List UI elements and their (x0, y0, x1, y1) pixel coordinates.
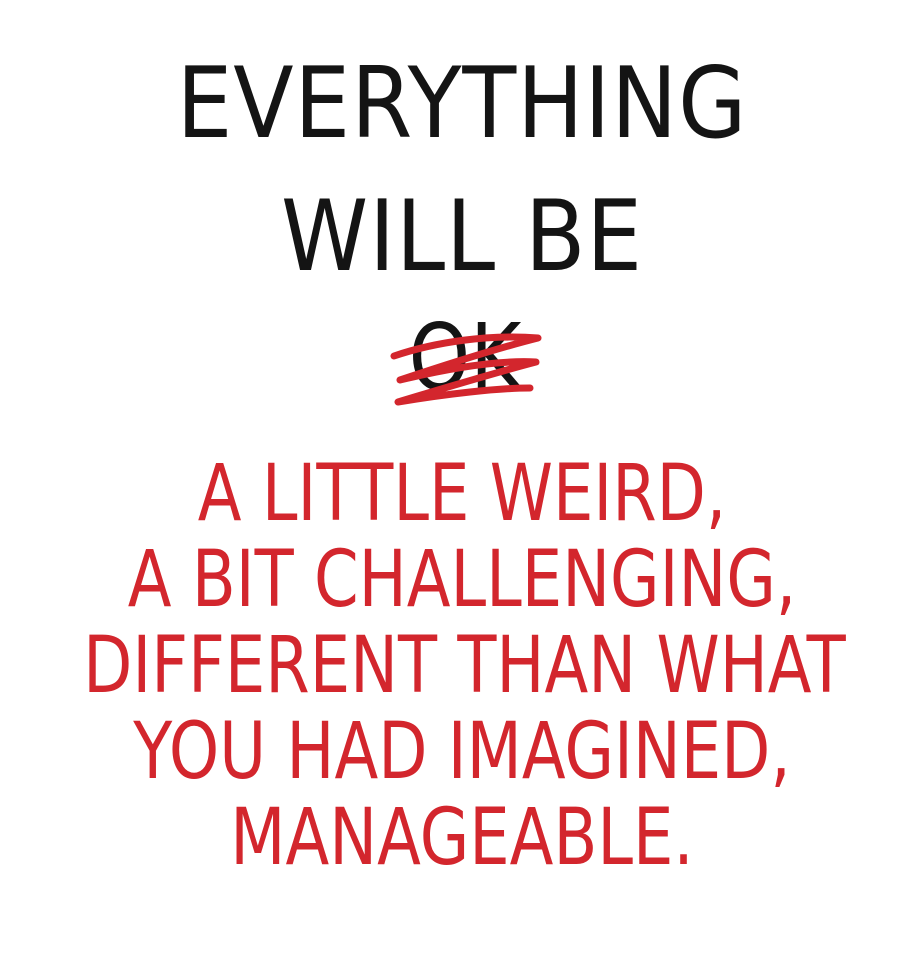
revision-line-3: DIFFERENT THAN WHAT (83, 621, 846, 711)
revision-line-5: MANAGEABLE. (230, 793, 694, 883)
headline-line-2: WILL BE (280, 180, 644, 294)
revision-line-2: A BIT CHALLENGING, (127, 535, 797, 625)
red-scribble-strikethrough-icon (380, 304, 550, 418)
crossed-out-ok (380, 304, 550, 418)
revision-line-1: A LITTLE WEIRD, (197, 449, 727, 539)
revision-line-4: YOU HAD IMAGINED, (133, 707, 791, 797)
crossed-word: OK (408, 304, 522, 411)
headline-line-1: EVERYTHING (176, 47, 748, 161)
